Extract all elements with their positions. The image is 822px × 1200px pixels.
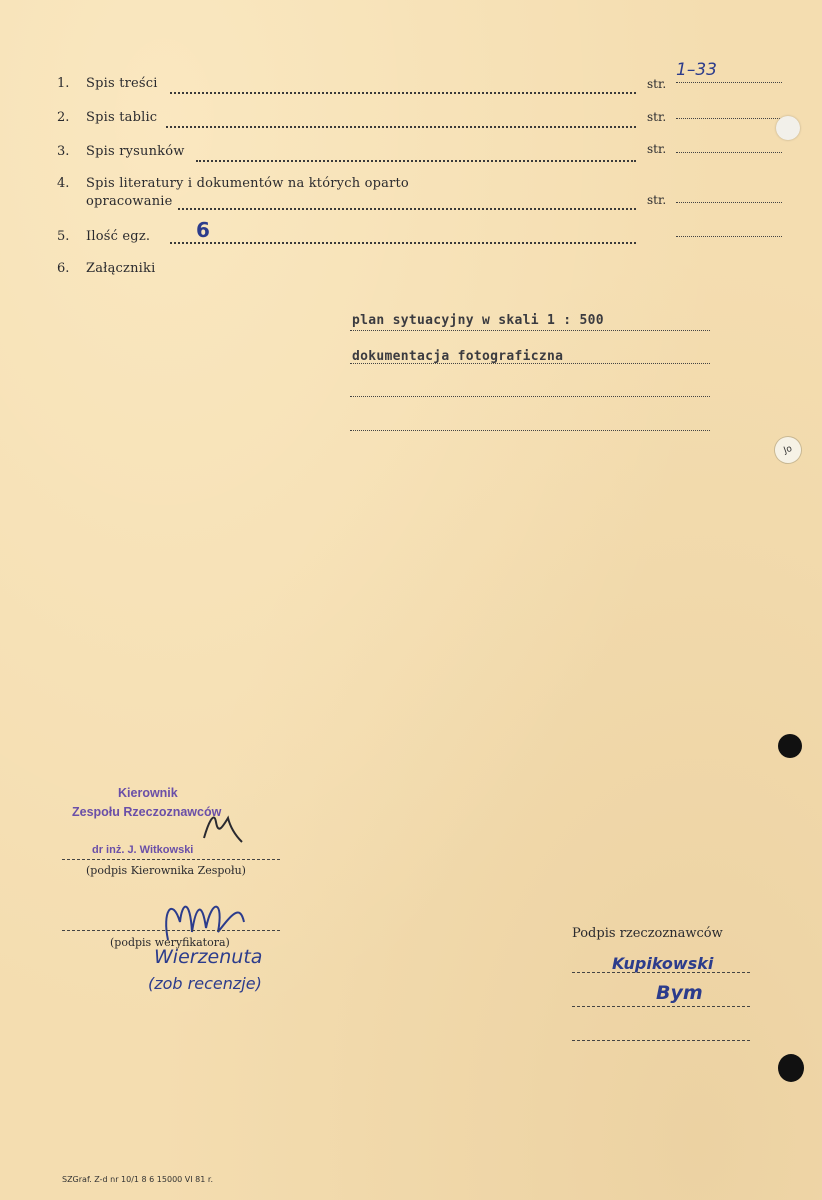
verifier-note: (zob recenzje): [148, 974, 262, 993]
fill-line: [676, 152, 782, 153]
signature-line: [62, 859, 280, 860]
page-label: str.: [647, 110, 667, 124]
leader-dots: [178, 208, 636, 210]
item-number: 4.: [57, 176, 70, 191]
page-label: str.: [647, 193, 667, 207]
signature-line: [572, 1006, 750, 1007]
leader-dots: [170, 92, 636, 94]
attachment-entry: dokumentacja fotograficzna: [352, 349, 564, 364]
punch-hole: [778, 1054, 804, 1082]
expert-signature: Bym: [656, 982, 703, 1004]
leader-dots: [170, 242, 636, 244]
item-number: 1.: [57, 76, 70, 91]
fill-line: [676, 118, 782, 119]
verifier-handwriting: Wierzenuta: [154, 946, 263, 968]
page-label: str.: [647, 142, 667, 156]
attachment-entry: plan sytuacyjny w skali 1 : 500: [352, 313, 604, 328]
handwritten-copies-count: 6: [196, 218, 210, 242]
fill-line: [676, 202, 782, 203]
item-label-tables: Spis tablic: [86, 110, 158, 125]
print-footer: SZGraf. Z-d nr 10/1 8 6 15000 VI 81 r.: [62, 1175, 213, 1184]
attachment-line: [350, 430, 710, 431]
item-label-attachments: Załączniki: [86, 261, 156, 276]
item-number: 3.: [57, 144, 70, 159]
experts-caption: Podpis rzeczoznawców: [572, 926, 723, 941]
attachment-line: [350, 330, 710, 331]
attachment-line: [350, 363, 710, 364]
punch-hole: [778, 734, 802, 758]
expert-signature: Kupikowski: [612, 954, 714, 973]
item-number: 5.: [57, 229, 70, 244]
fill-line: [676, 82, 782, 83]
leader-dots: [196, 160, 636, 162]
leader-dots: [166, 126, 636, 128]
signature-line: [572, 1040, 750, 1041]
fill-line: [676, 236, 782, 237]
stamp-team: Zespołu Rzeczoznawców: [72, 805, 222, 819]
manager-caption: (podpis Kierownika Zespołu): [86, 864, 246, 877]
signature-line: [62, 930, 280, 931]
item-label-contents: Spis treści: [86, 76, 158, 91]
item-label-literature-cont: opracowanie: [86, 194, 173, 209]
signature-line: [572, 972, 750, 973]
attachment-line: [350, 396, 710, 397]
verifier-caption: (podpis weryfikatora): [110, 936, 230, 949]
item-label-figures: Spis rysunków: [86, 144, 185, 159]
item-number: 2.: [57, 110, 70, 125]
stamp-title: Kierownik: [118, 786, 178, 800]
item-label-copies: Ilość egz.: [86, 229, 151, 244]
manager-signature: [200, 804, 250, 846]
punch-hole: [776, 116, 800, 140]
page-label: str.: [647, 77, 667, 91]
item-label-literature: Spis literatury i dokumentów na których oparto: [86, 176, 409, 191]
stamp-name: dr inż. J. Witkowski: [92, 844, 194, 856]
handwritten-page-range: 1–33: [676, 60, 717, 80]
item-number: 6.: [57, 261, 70, 276]
margin-mark: Jo: [770, 432, 806, 468]
